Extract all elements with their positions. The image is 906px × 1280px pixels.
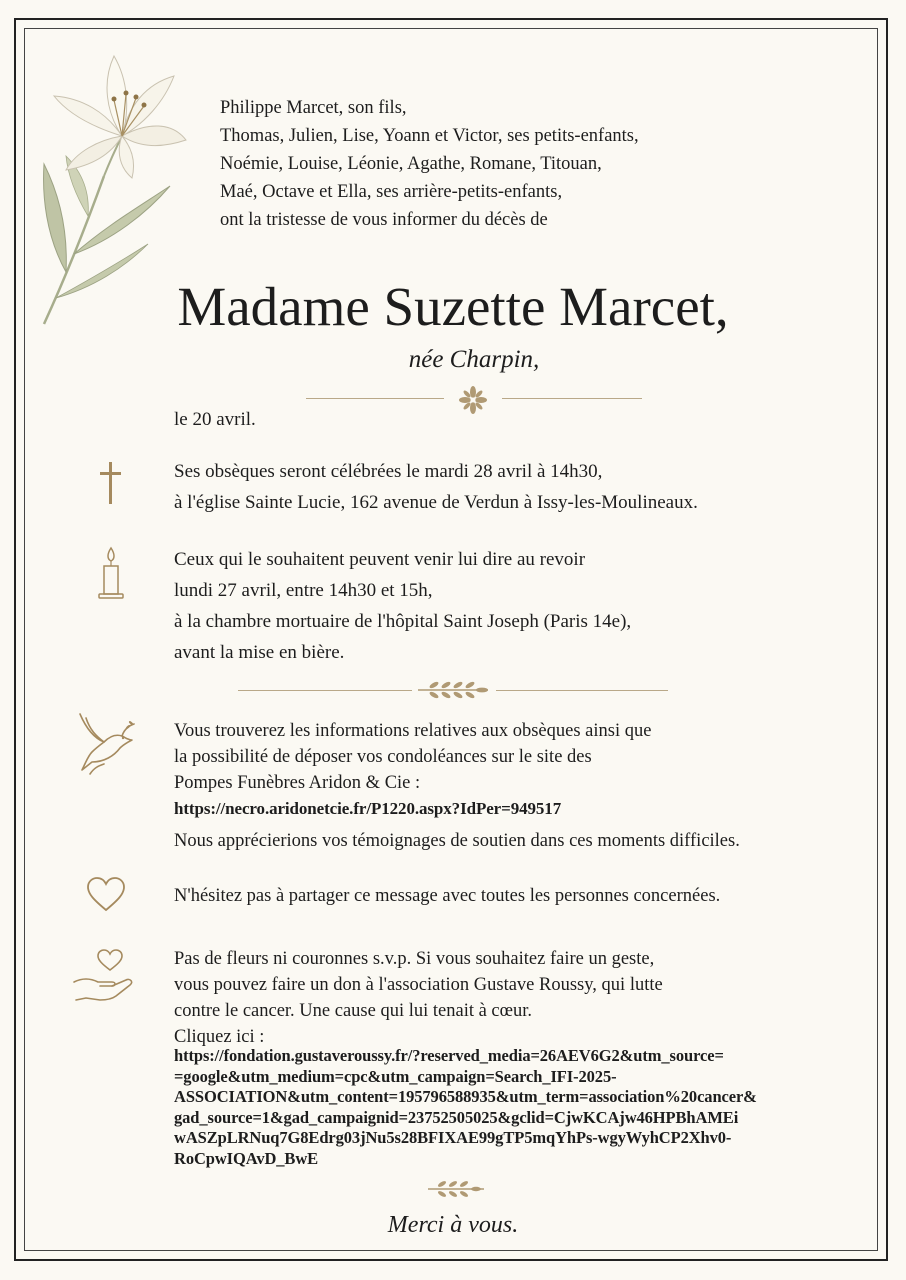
- farewell-line: à la chambre mortuaire de l'hôpital Saint Joseph (Paris 14e),: [174, 611, 632, 632]
- deceased-name: Madame Suzette Marcet,: [177, 276, 729, 337]
- farewell-line: lundi 27 avril, entre 14h30 et 15h,: [174, 580, 433, 601]
- intro-line: Thomas, Julien, Lise, Yoann et Victor, ses petits-enfants,: [220, 126, 639, 146]
- divider-line: [306, 398, 444, 399]
- intro-line: Philippe Marcet, son fils,: [220, 98, 407, 118]
- hand-heart-icon: [72, 946, 138, 1004]
- funeral-line: Ses obsèques seront célébrées le mardi 28 avril à 14h30,: [174, 461, 603, 482]
- heart-icon: [86, 876, 126, 914]
- cross-icon: [97, 460, 125, 506]
- intro-line: ont la tristesse de vous informer du décès de: [220, 210, 548, 230]
- donation-url-line[interactable]: ASSOCIATION&utm_content=195796588935&utm_term=association%20cancer&: [174, 1087, 757, 1106]
- intro-line: Noémie, Louise, Léonie, Agathe, Romane, Titouan,: [220, 154, 602, 174]
- donation-url-line[interactable]: wASZpLRNuq7G8Edrg03jNu5s28BFIXAE99gTP5mqYhPs-wgyWyhCP2Xhv0-: [174, 1128, 732, 1147]
- donation-url-line[interactable]: gad_source=1&gad_campaignid=23752505025&gclid=CjwKCAjw46HPBhAMEi: [174, 1107, 739, 1127]
- condolences-details: [174, 718, 740, 854]
- divider-line: [502, 398, 642, 399]
- condolences-line: Vous trouverez les informations relatives aux obsèques ainsi que: [174, 721, 652, 741]
- laurel-ornament-icon: [426, 1179, 486, 1199]
- donation-line: contre le cancer. Une cause qui lui tenait à cœur.: [174, 1001, 533, 1021]
- share-message: N'hésitez pas à partager ce message avec toutes les personnes concernées.: [174, 886, 721, 906]
- condolences-closing: Nous apprécierions vos témoignages de soutien dans ces moments difficiles.: [174, 831, 740, 851]
- donation-details: [174, 946, 663, 1050]
- donation-line: vous pouvez faire un don à l'association Gustave Roussy, qui lutte: [174, 975, 663, 995]
- divider-line: [238, 690, 412, 691]
- closing-message: Merci à vous.: [387, 1212, 519, 1238]
- laurel-ornament-icon: [414, 679, 492, 701]
- family-intro: [220, 94, 639, 234]
- donation-url-line[interactable]: =google&utm_medium=cpc&utm_campaign=Search_IFI-2025-: [174, 1066, 617, 1086]
- condolences-link[interactable]: https://necro.aridonetcie.fr/P1220.aspx?IdPer=949517: [174, 799, 562, 818]
- flower-ornament-icon: [457, 384, 489, 416]
- donation-url-line[interactable]: RoCpwIQAvD_BwE: [174, 1148, 319, 1168]
- condolences-line: Pompes Funèbres Aridon & Cie :: [174, 773, 421, 793]
- donation-link[interactable]: [174, 1046, 757, 1169]
- donation-line: Pas de fleurs ni couronnes s.v.p. Si vous souhaitez faire un geste,: [174, 949, 655, 969]
- funeral-details: [174, 456, 698, 518]
- funeral-line: à l'église Sainte Lucie, 162 avenue de Verdun à Issy-les-Moulineaux.: [174, 492, 698, 513]
- maiden-name: née Charpin,: [408, 346, 540, 373]
- date-of-death: le 20 avril.: [174, 409, 256, 430]
- farewell-line: avant la mise en bière.: [174, 642, 345, 663]
- divider-line: [496, 690, 668, 691]
- farewell-details: [174, 544, 631, 668]
- intro-line: Maé, Octave et Ella, ses arrière-petits-enfants,: [220, 182, 563, 202]
- donation-line: Cliquez ici :: [174, 1027, 265, 1047]
- dove-icon: [76, 712, 136, 776]
- farewell-line: Ceux qui le souhaitent peuvent venir lui dire au revoir: [174, 549, 586, 570]
- condolences-line: la possibilité de déposer vos condoléances sur le site des: [174, 747, 592, 767]
- candle-icon: [96, 544, 126, 602]
- donation-url-line[interactable]: https://fondation.gustaveroussy.fr/?reserved_media=26AEV6G2&utm_source=: [174, 1046, 724, 1065]
